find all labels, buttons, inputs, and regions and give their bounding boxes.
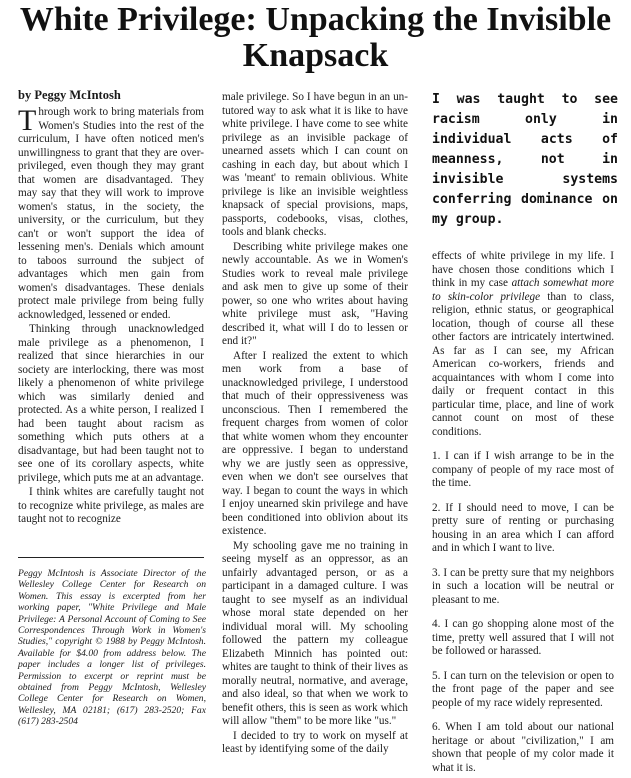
column-3	[432, 250, 614, 775]
footnote-divider	[18, 557, 204, 558]
paragraph: Thinking through unacknowledged male privilege as a phenomenon, I realized that since hierarchies in our society are interlocking, there was most likely a phenomenon of white privilege which was similarly denied and protected. As a white person, I realized I had been taught about racism as something which puts others at a disadvantage, but had been taught not to see one of its corollary aspects, white privilege, which puts me at an advantage.	[18, 323, 204, 484]
paragraph: My schooling gave me no training in seeing myself as an oppressor, as an unfairly advantaged person, or as a participant in a damaged culture. I was taught to see myself as an individual whose moral state depended on her individual moral will. My schooling followed the pattern my colleague Elizabeth Minnich has pointed out: whites are taught to think of their lives as morally neutral, normative, and average, and also ideal, so that when we work to benefit others, this is seen as work which will allow "them" to be more like "us."	[222, 539, 408, 727]
article-title: White Privilege: Unpacking the Invisible Knapsack	[19, 1, 612, 74]
pull-quote-text: I was taught to see racism only in individual acts of meanness, not in invisible systems conferring dominance on my group.	[432, 92, 618, 227]
column-2	[222, 91, 408, 757]
privilege-item: 2. If I should need to move, I can be pretty sure of renting or purchasing housing in an area which I can afford and in which I want to live.	[432, 501, 614, 554]
paragraph: Describing white privilege makes one newly accountable. As we in Women's Studies work to reveal male privilege and ask men to give up some of their power, so one who writes about having white privilege must ask, "Having described it, what will I do to lessen or end it?"	[222, 240, 408, 347]
paragraph: Through work to bring materials from Women's Studies into the rest of the curriculum, I have often noticed men's unwillingness to grant that they are over-privileged, even though they may grant that women are disadvantaged. They may say that they will work to improve women's status, in the society, the university, or the curriculum, but they can't or won't support the idea of lessening men's. Denials which amount to taboos surround the subject of advantages which men gain from women's disadvantages. These denials protect male privilege from being fully acknowledged, lessened or ended.	[18, 104, 204, 321]
paragraph: After I realized the extent to which men work from a base of unacknowledged privilege, I understood that much of their oppressiveness was unconscious. Then I remembered the frequent charges from women of color that white women whom they encounter are oppressive. I began to understand why we are justly seen as oppressive, even when we don't see ourselves that way. I began to count the ways in which I enjoy unearned skin privilege and have been conditioned into oblivion about its existence.	[222, 349, 408, 537]
drop-cap: T	[18, 104, 37, 137]
column-1	[18, 106, 204, 527]
privilege-item: 1. I can if I wish arrange to be in the company of people of my race most of the time.	[432, 450, 614, 489]
privilege-item: 4. I can go shopping alone most of the time, pretty well assured that I will not be followed or harassed.	[432, 618, 614, 657]
paragraph: I decided to try to work on myself at least by identifying some of the daily	[222, 729, 408, 755]
paragraph: effects of white privilege in my life. I have chosen those conditions which I think in my case attach somewhat more to skin-color privilege than to class, religion, ethnic status, or geographical location, though of course all these other factors are intricately intertwined. As far as I can see, my African American co-workers, friends and acquaintances with whom I come into daily or frequent contact in this particular time, place, and line of work cannot count on most of these conditions.	[432, 250, 615, 438]
privilege-item: 5. I can turn on the television or open to the front page of the paper and see people of my race widely represented.	[432, 669, 614, 709]
paragraph: male privilege. So I have begun in an un-tutored way to ask what it is like to have white privilege. I have come to see white privilege as an invisible package of unearned assets which I can count on cashing in each day, but about which I was 'meant' to remain oblivious. White privilege is like an invisible weightless knapsack of special provisions, maps, passports, codebooks, visas, clothes, tools and blank checks.	[222, 91, 408, 238]
author-footnote: Peggy McIntosh is Associate Director of the Wellesley College Center for Research on Women. This essay is excerpted from her working paper, "White Privilege and Male Privilege: A Personal Account of Coming to See Correspondences Through Work in Women's Studies," copyright © 1988 by Peggy McIntosh. Available for $4.00 from address below. The paper includes a longer list of privileges. Permission to excerpt or reprint must be obtained from Peggy McIntosh, Wellesley College Center for Research on Women, Wellesley, MA 02181; (617) 283-2520; Fax (617) 283-2504	[18, 568, 206, 728]
paragraph: I think whites are carefully taught not to recognize white privilege, as males are taught not to recognize	[18, 486, 204, 525]
privilege-item: 6. When I am told about our national heritage or about "civilization," I am shown that people of my color made it what it is.	[432, 721, 614, 774]
pull-quote	[432, 90, 618, 230]
privilege-item: 3. I can be pretty sure that my neighbors in such a location will be neutral or pleasant to me.	[432, 566, 614, 606]
emphasis: attach somewhat more to skin-color privilege	[432, 277, 615, 303]
byline: by Peggy McIntosh	[18, 88, 121, 102]
